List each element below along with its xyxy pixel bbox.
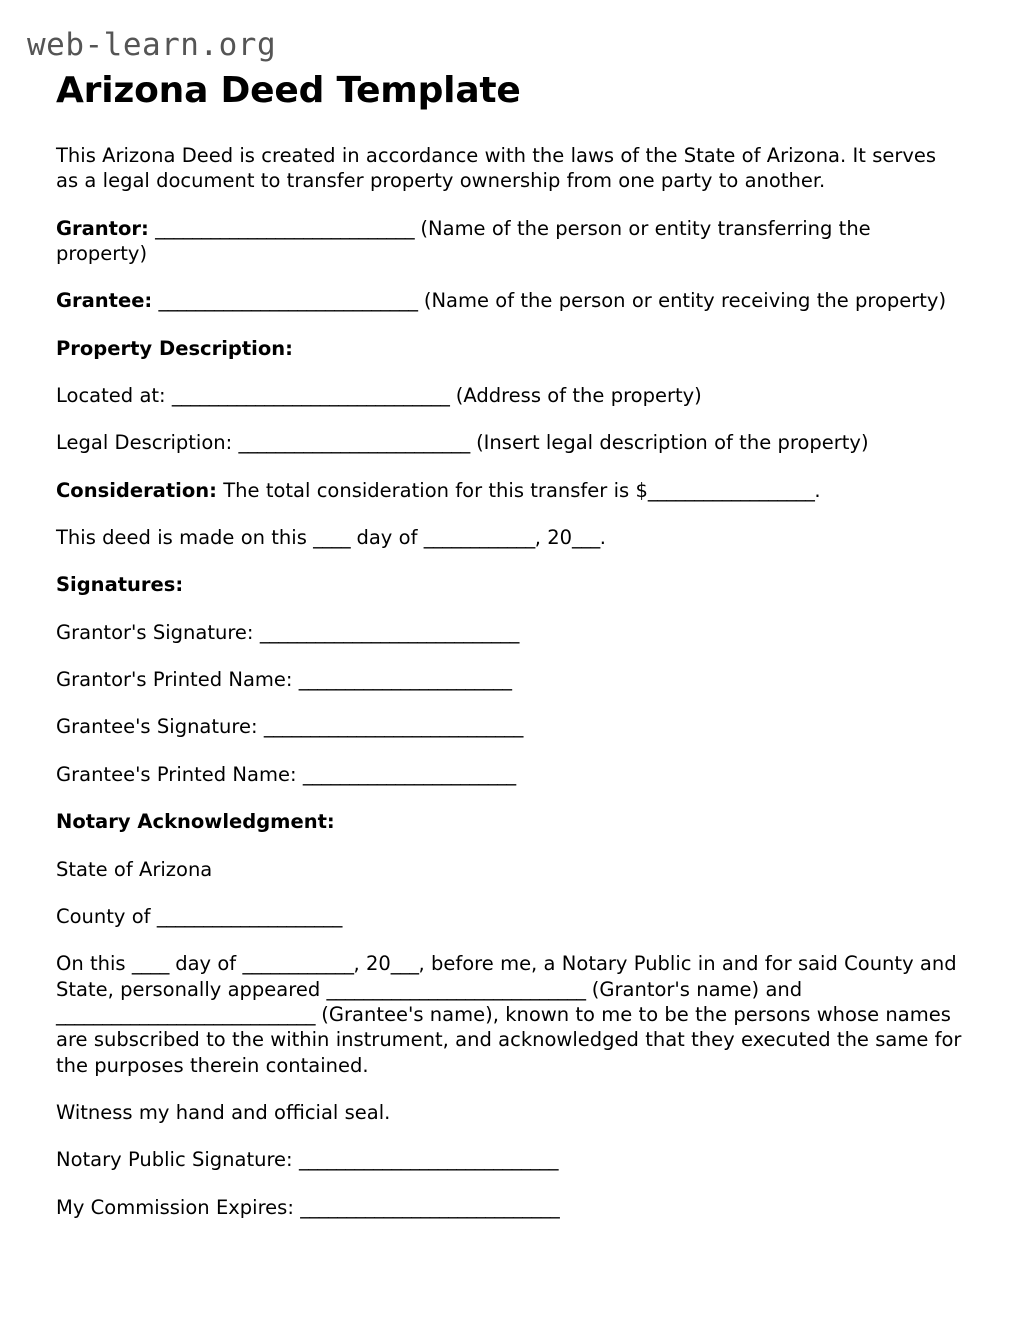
consideration-period: . xyxy=(814,478,821,502)
notary-p6: (Grantee's name), known to me to be the persons whose names are subscribed to the within instrument, and acknowledged that they executed the same for the purposes therein contained. xyxy=(56,1002,962,1077)
intro-text: This Arizona Deed is created in accordance with the laws of the State of Arizona. It serves as a legal document to transfer property ownership from one party to another. xyxy=(56,144,937,193)
intro-paragraph xyxy=(56,143,964,194)
grantor-label: Grantor: xyxy=(56,216,149,240)
consideration-label: Consideration: xyxy=(56,478,217,502)
grantee-printed-name-blank[interactable]: _______________________ xyxy=(302,762,516,786)
property-description-heading-text: Property Description: xyxy=(56,336,293,360)
site-watermark: web-learn.org xyxy=(27,27,277,63)
notary-p2: day of xyxy=(168,952,243,976)
grantor-printed-name-line xyxy=(56,667,964,692)
notary-county-blank[interactable]: ____________________ xyxy=(156,904,342,928)
deed-date-day-blank[interactable]: ____ xyxy=(313,526,351,550)
document-body xyxy=(56,143,964,1242)
notary-state-text: State of Arizona xyxy=(56,857,213,881)
grantor-printed-name-blank[interactable]: _______________________ xyxy=(298,668,512,692)
commission-expires-label: My Commission Expires: xyxy=(56,1195,294,1219)
grantee-label: Grantee: xyxy=(56,289,153,313)
consideration-blank[interactable]: __________________ xyxy=(647,478,815,502)
deed-date-text-2: day of xyxy=(350,526,424,550)
grantor-signature-line xyxy=(56,620,964,645)
deed-date-month-blank[interactable]: ____________ xyxy=(423,526,535,550)
deed-date-text-4: . xyxy=(599,526,606,550)
signatures-heading xyxy=(56,572,964,597)
grantor-signature-label: Grantor's Signature: xyxy=(56,620,254,644)
notary-day-blank[interactable]: ____ xyxy=(131,952,169,976)
grantee-printed-name-label: Grantee's Printed Name: xyxy=(56,762,297,786)
located-at-field xyxy=(56,383,964,408)
located-at-note: (Address of the property) xyxy=(455,384,702,408)
commission-expires-blank[interactable]: ____________________________ xyxy=(300,1195,560,1219)
notary-signature-blank[interactable]: ____________________________ xyxy=(298,1148,558,1172)
signatures-heading-text: Signatures: xyxy=(56,573,184,597)
located-at-label: Located at: xyxy=(56,384,166,408)
grantor-field xyxy=(56,216,964,267)
located-at-blank[interactable]: ______________________________ xyxy=(171,384,450,408)
notary-state-line xyxy=(56,857,964,882)
notary-heading xyxy=(56,809,964,834)
notary-p4: , before me, a Notary Public in and for said County and State, personally appeared xyxy=(56,952,957,1001)
legal-description-label: Legal Description: xyxy=(56,431,233,455)
grantee-signature-blank[interactable]: ____________________________ xyxy=(263,715,523,739)
notary-signature-label: Notary Public Signature: xyxy=(56,1148,293,1172)
grantor-printed-name-label: Grantor's Printed Name: xyxy=(56,668,293,692)
consideration-field xyxy=(56,478,964,503)
notary-p5: (Grantor's name) and xyxy=(585,977,803,1001)
deed-date-text-1: This deed is made on this xyxy=(56,526,314,550)
deed-date-line xyxy=(56,525,964,550)
grantee-signature-line xyxy=(56,714,964,739)
notary-grantor-name-blank[interactable]: ____________________________ xyxy=(326,977,586,1001)
notary-signature-line xyxy=(56,1147,964,1172)
grantee-note: (Name of the person or entity receiving the property) xyxy=(423,289,947,313)
grantor-note: (Name of the person or entity transferring the property) xyxy=(56,216,871,266)
grantor-signature-blank[interactable]: ____________________________ xyxy=(259,620,519,644)
notary-month-blank[interactable]: ____________ xyxy=(242,952,354,976)
commission-expires-line xyxy=(56,1195,964,1220)
legal-description-field xyxy=(56,430,964,455)
grantor-blank[interactable]: ____________________________ xyxy=(155,216,415,240)
grantee-signature-label: Grantee's Signature: xyxy=(56,715,258,739)
notary-county-line xyxy=(56,904,964,929)
grantee-printed-name-line xyxy=(56,762,964,787)
notary-p1: On this xyxy=(56,952,132,976)
notary-p3: , 20 xyxy=(353,952,391,976)
legal-description-blank[interactable]: _________________________ xyxy=(238,431,470,455)
witness-text: Witness my hand and official seal. xyxy=(56,1100,391,1124)
witness-line xyxy=(56,1100,964,1125)
notary-heading-text: Notary Acknowledgment: xyxy=(56,810,335,834)
notary-grantee-name-blank[interactable]: ____________________________ xyxy=(56,1002,315,1026)
property-description-heading xyxy=(56,336,964,361)
notary-county-label: County of xyxy=(56,904,157,928)
consideration-text: The total consideration for this transfer is $ xyxy=(223,478,648,502)
deed-date-text-3: , 20 xyxy=(534,526,573,550)
grantee-field xyxy=(56,288,964,313)
notary-year-blank[interactable]: ___ xyxy=(390,952,419,976)
notary-acknowledgment-paragraph xyxy=(56,951,964,1078)
deed-date-year-blank[interactable]: ___ xyxy=(572,526,600,550)
legal-description-note: (Insert legal description of the property) xyxy=(476,431,869,455)
grantee-blank[interactable]: ____________________________ xyxy=(158,289,418,313)
page-title: Arizona Deed Template xyxy=(56,70,521,111)
